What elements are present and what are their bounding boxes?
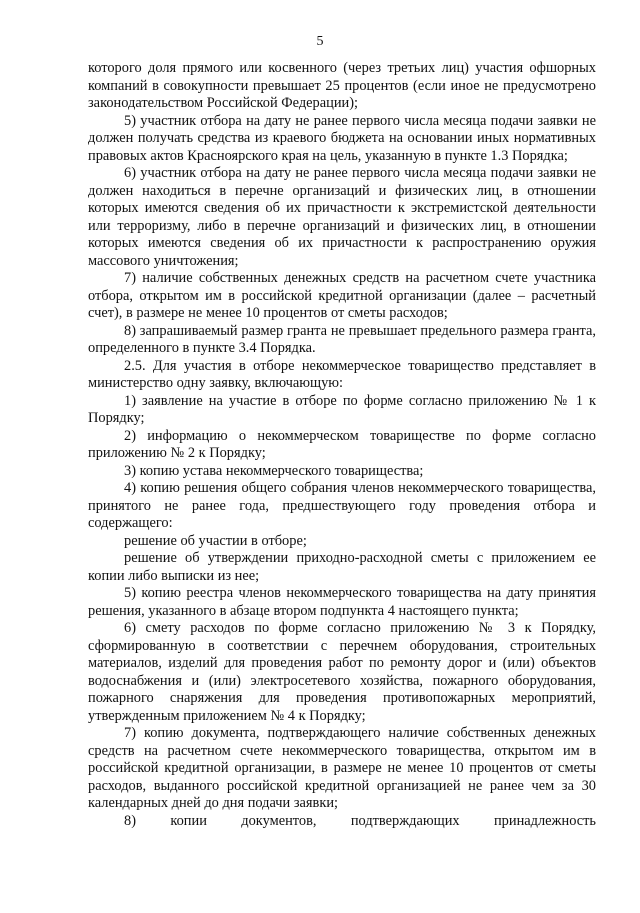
document-body <box>88 60 596 830</box>
paragraph-item-8: 8) запрашиваемый размер гранта не превышает предельного размера гранта, определенного в пункте 3.4 Порядка. <box>88 322 596 356</box>
paragraph-doc-7: 7) копию документа, подтверждающего наличие собственных денежных средств на расчетном счете некоммерческого товарищества, открытом им в российской кредитной организации, в размере не менее 10 процентов от сметы расходов, выданного российской кредитной организацией не ранее чем за 30 календарных дней до дня подачи заявки; <box>88 725 596 811</box>
paragraph-doc-1: 1) заявление на участие в отборе по форме согласно приложению № 1 к Порядку; <box>88 392 596 426</box>
paragraph-item-7: 7) наличие собственных денежных средств на расчетном счете участника отбора, открытом им в российской кредитной организации (далее – расчетный счет), в размере не менее 10 процентов от сметы расходов; <box>88 270 596 321</box>
paragraph-doc-6: 6) смету расходов по форме согласно приложению № 3 к Порядку, сформированную в соответствии с перечнем оборудования, строительных материалов, изделий для проведения работ по ремонту дорог и (или) объектов водоснабжения и (или) электросетевого хозяйства, пожарного оборудования, пожарного снаряжения для проведения противопожарных мероприятий, утвержденным приложением № 4 к Порядку; <box>88 620 596 724</box>
paragraph-doc-5: 5) копию реестра членов некоммерческого товарищества на дату принятия решения, указанного в абзаце втором подпункта 4 настоящего пункта; <box>88 585 596 619</box>
paragraph-item-5: 5) участник отбора на дату не ранее первого числа месяца подачи заявки не должен получать средства из краевого бюджета на основании иных нормативных правовых актов Красноярского края на цель, указанную в пункте 1.3 Порядка; <box>88 112 596 164</box>
paragraph-doc-2: 2) информацию о некоммерческом товариществе по форме согласно приложению № 2 к Порядку; <box>88 427 596 461</box>
paragraph-doc-3: 3) копию устава некоммерческого товарищества; <box>124 462 424 479</box>
paragraph-continuation: которого доля прямого или косвенного (через третьих лиц) участия офшорных компаний в совокупности превышает 25 процентов (если иное не предусмотрено законодательством Российской Федерации); <box>88 60 596 111</box>
paragraph-decision-participation: решение об участии в отборе; <box>124 532 307 549</box>
page-number: 5 <box>316 34 324 49</box>
paragraph-item-6: 6) участник отбора на дату не ранее первого числа месяца подачи заявки не должен находиться в перечне организаций и физических лиц, в отношении которых имеются сведения об их причастности к экстремистской деятельности или терроризму, либо в перечне организаций и физических лиц, в отношении которых имеются сведения об их причастности к распространению оружия массового уничтожения; <box>88 165 596 269</box>
paragraph-doc-8: 8) копии документов, подтверждающих принадлежность <box>124 812 596 829</box>
paragraph-decision-estimate: решение об утверждении приходно-расходной сметы с приложением ее копии либо выписки из нее; <box>88 550 596 584</box>
paragraph-doc-4: 4) копию решения общего собрания членов некоммерческого товарищества, принятого не ранее года, предшествующего году проведения отбора и содержащего: <box>88 480 596 531</box>
paragraph-section-2-5: 2.5. Для участия в отборе некоммерческое товарищество представляет в министерство одну заявку, включающую: <box>88 357 596 391</box>
